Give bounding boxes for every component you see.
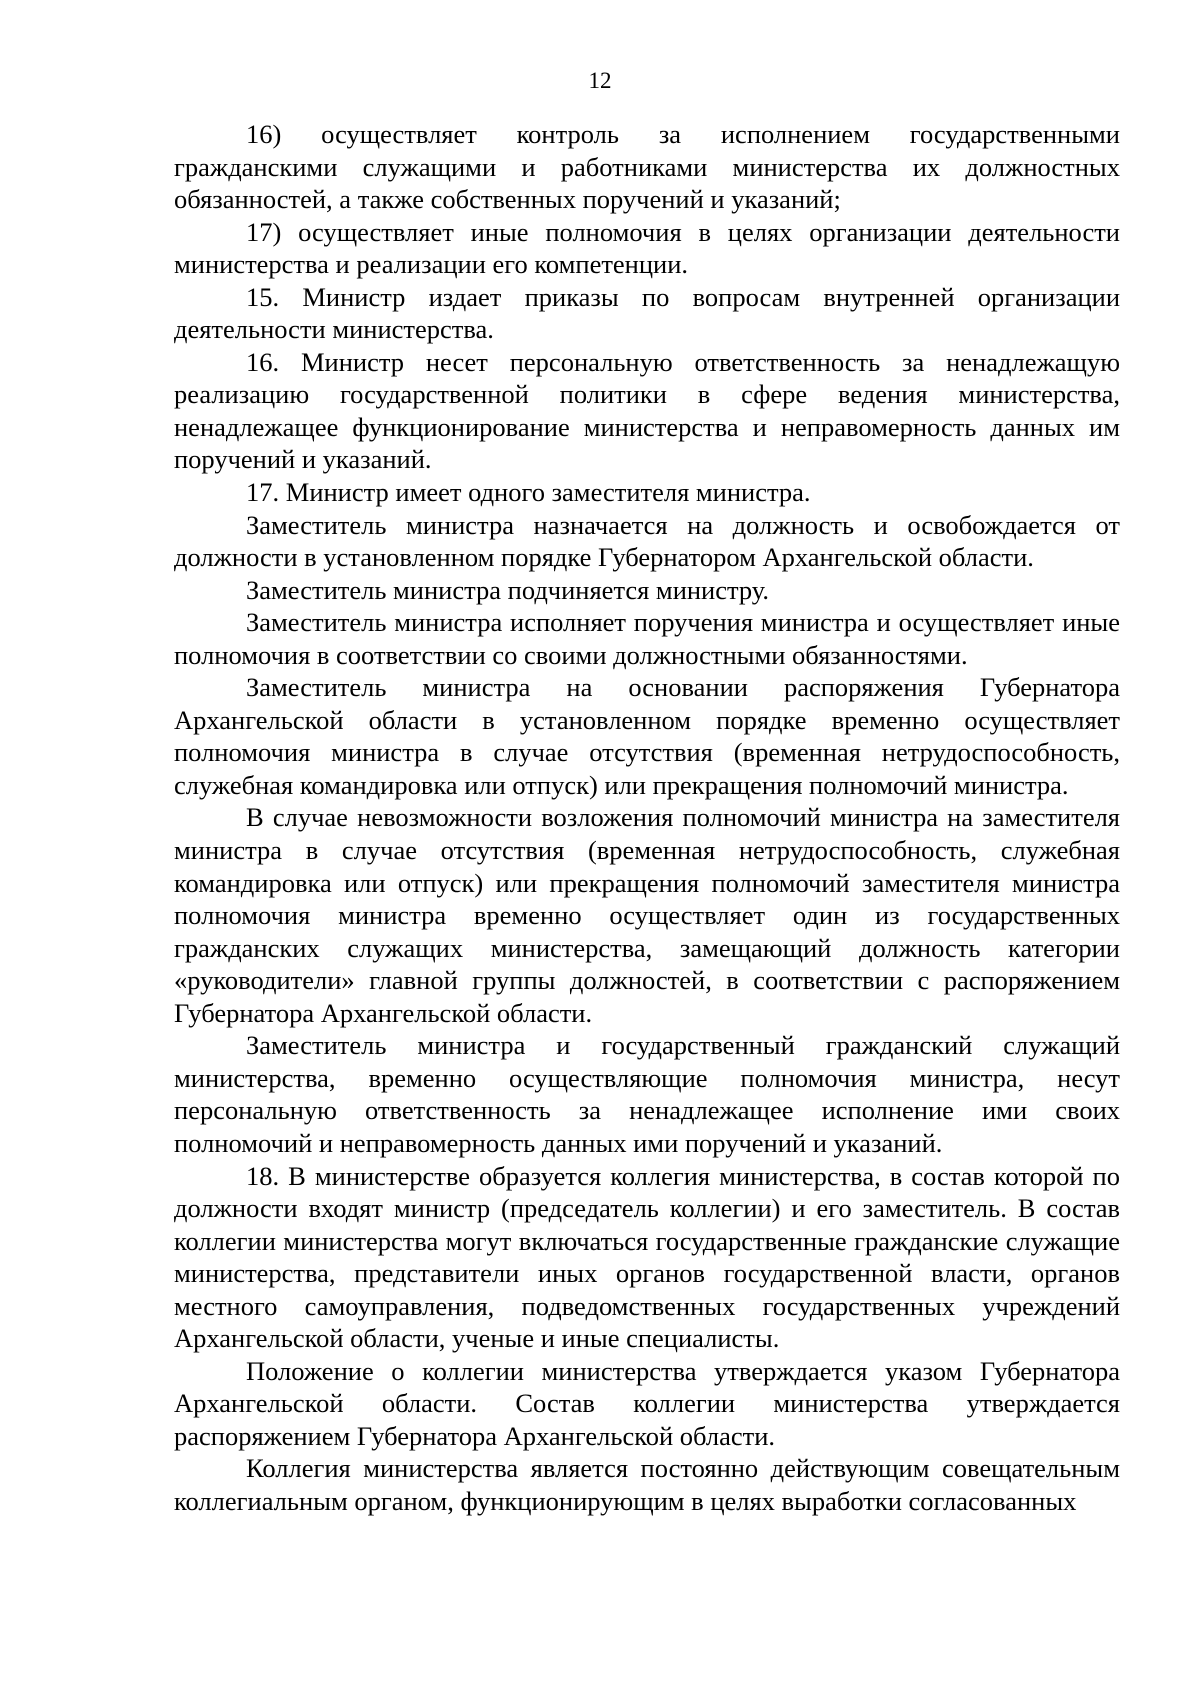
paragraph-item-17: 17) осуществляет иные полномочия в целях организации деятельности министерства и реализации его компетенции. (174, 216, 1120, 280)
paragraph-deputy-appointment: Заместитель министра назначается на должность и освобождается от должности в установленном порядке Губернатором Архангельской области. (174, 509, 1120, 573)
paragraph-deputy-acting: Заместитель министра на основании распоряжения Губернатора Архангельской области в установленном порядке временно осуществляет полномочия министра в случае отсутствия (временная нетрудоспособность, служебная командировка или отпуск) или прекращения полномочий министра. (174, 672, 1120, 800)
paragraph-clause-18: 18. В министерстве образуется коллегия министерства, в состав которой по должности входят министр (председатель коллегии) и его заместитель. В состав коллегии министерства могут включаться государственные гражданские служащие министерства, представители иных органов государственной власти, органов местного самоуправления, подведомственных государственных учреждений Архангельской области, ученые и иные специалисты. (174, 1160, 1120, 1354)
paragraph-clause-15: 15. Министр издает приказы по вопросам внутренней организации деятельности министерства. (174, 281, 1120, 345)
paragraph-acting-responsibility: Заместитель министра и государственный гражданский служащий министерства, временно осуществляющие полномочия министра, несут персональную ответственность за ненадлежащее исполнение ими своих полномочий и неправомерность данных ими поручений и указаний. (174, 1030, 1120, 1158)
paragraph-clause-16: 16. Министр несет персональную ответственность за ненадлежащую реализацию государственной политики в сфере ведения министерства, ненадлежащее функционирование министерства и неправомерность данных им поручений и указаний. (174, 346, 1120, 475)
page-number: 12 (588, 68, 612, 93)
paragraph-collegium-regulation: Положение о коллегии министерства утверждается указом Губернатора Архангельской области. Состав коллегии министерства утверждается распоряжением Губернатора Архангельской области. (174, 1355, 1120, 1451)
paragraph-acting-substitute: В случае невозможности возложения полномочий министра на заместителя министра в случае отсутствия (временная нетрудоспособность, служебная командировка или отпуск) или прекращения полномочий заместителя министра полномочия министра временно осуществляет один из государственных гражданских служащих министерства, замещающий должность категории «руководители» главной группы должностей, в соответствии с распоряжением Губернатора Архангельской области. (174, 802, 1120, 1028)
paragraph-clause-17: 17. Министр имеет одного заместителя министра. (246, 477, 811, 508)
paragraph-deputy-subordination: Заместитель министра подчиняется министру. (246, 574, 770, 605)
paragraph-deputy-duties: Заместитель министра исполняет поручения министра и осуществляет иные полномочия в соответствии со своими должностными обязанностями. (174, 607, 1120, 670)
paragraph-item-16: 16) осуществляет контроль за исполнением государственными гражданскими служащими и работниками министерства их должностных обязанностей, а также собственных поручений и указаний; (174, 119, 1120, 215)
paragraph-collegium-nature: Коллегия министерства является постоянно действующим совещательным коллегиальным органом, функционирующим в целях выработки согласованных (174, 1453, 1120, 1516)
document-body (174, 118, 1120, 1518)
